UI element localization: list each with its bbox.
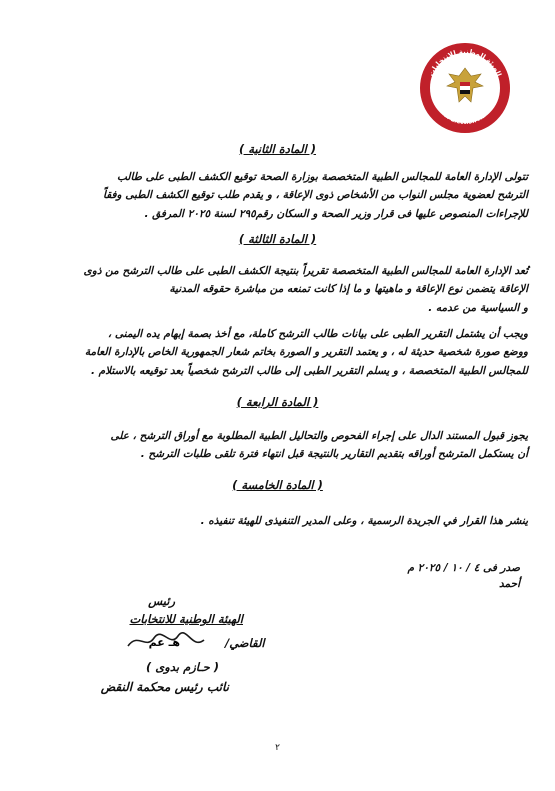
article-three-line: ويجب أن يشتمل التقرير الطبى على بيانات طالب الترشح كاملة، مع أخذ بصمة إبهام يده اليمنى ، bbox=[107, 328, 528, 340]
article-four-line: أن يستكمل المترشح أوراقه بتقديم التقارير بالنتيجة قبل انتهاء فترة تلقى طلبات الترشح . bbox=[140, 448, 528, 461]
handwritten-signature-icon bbox=[120, 626, 230, 654]
issued-date-line: صدر فى ٤ / ١٠ / ٢٠٢٥ م bbox=[407, 562, 520, 574]
signature-position: نائب رئيس محكمة النقض bbox=[100, 680, 229, 694]
article-four-line: يجوز قبول المستند الدال على إجراء الفحوص والتحاليل الطبية المطلوبة مع أوراق الترشح ، على bbox=[110, 430, 528, 442]
article-five-heading: ( المادة الخامسة ) bbox=[232, 478, 323, 492]
signature-title-authority: الهيئة الوطنية للانتخابات bbox=[129, 612, 243, 626]
article-three-body-b bbox=[28, 325, 528, 380]
article-two-line: للإجراءات المنصوص عليها فى قرار وزير الصحة و السكان رقم٢٩٥ لسنة ٢٠٢٥ المرفق . bbox=[144, 207, 528, 220]
article-five-body bbox=[28, 512, 528, 530]
article-three-line: و السياسية من عدمه . bbox=[428, 301, 528, 314]
article-four-heading: ( المادة الرابعة ) bbox=[236, 395, 319, 409]
signature-judge-label: القاضي/ bbox=[225, 636, 265, 650]
signature-name: ( حـازم بدوى ) bbox=[146, 660, 219, 674]
article-two-heading: ( المادة الثانية ) bbox=[238, 142, 317, 156]
article-two-body bbox=[28, 168, 528, 223]
article-three-heading: ( المادة الثالثة ) bbox=[238, 232, 317, 246]
issued-date bbox=[400, 560, 520, 592]
article-three-body-a bbox=[28, 262, 528, 317]
article-three-line: الإعاقة يتضمن نوع الإعاقة و ماهيتها و ما إذا كانت تمنعه من مباشرة حقوقه المدنية bbox=[169, 283, 528, 296]
logo-arabic-text: الهيئة الوطنية للانتخابات bbox=[427, 47, 503, 78]
national-election-authority-logo bbox=[419, 42, 511, 134]
article-two-line: تتولى الإدارة العامة للمجالس الطبية المتخصصة بوزارة الصحة توقيع الكشف الطبى على طالب bbox=[116, 171, 528, 183]
article-two-line: الترشح لعضوية مجلس النواب من الأشخاص ذوى الإعاقة ، و يقدم طلب توقيع الكشف الطبى وفقاً bbox=[103, 189, 528, 202]
article-three-line: للمجالس الطبية المتخصصة ، و يسلم التقرير الطبى إلى طالب الترشح شخصياً بعد توقيعه بالاستلام . bbox=[91, 364, 528, 377]
logo-english-text: National Election Authority bbox=[431, 95, 499, 127]
article-five-line: ينشر هذا القرار في الجريدة الرسمية ، وعلى المدير التنفيذى للهيئة تنفيذه . bbox=[200, 515, 528, 527]
article-three-line: ووضع صورة شخصية حديثة له ، و يعتمد التقرير و الصورة بخاتم شعار الجمهورية الخاص بالإدارة العامة bbox=[84, 346, 528, 359]
page-number: ٢ bbox=[275, 743, 280, 753]
signature-mark-text: هـ عم bbox=[148, 636, 180, 649]
article-three-line: تُعد الإدارة العامة للمجالس الطبية المتخصصة تقريراً بنتيجة الكشف الطبى على طالب الترشح من ذوى bbox=[83, 265, 528, 277]
issued-name: أحمد bbox=[499, 578, 520, 590]
article-four-body bbox=[28, 427, 528, 464]
signature-title-president: رئيس bbox=[148, 594, 175, 608]
